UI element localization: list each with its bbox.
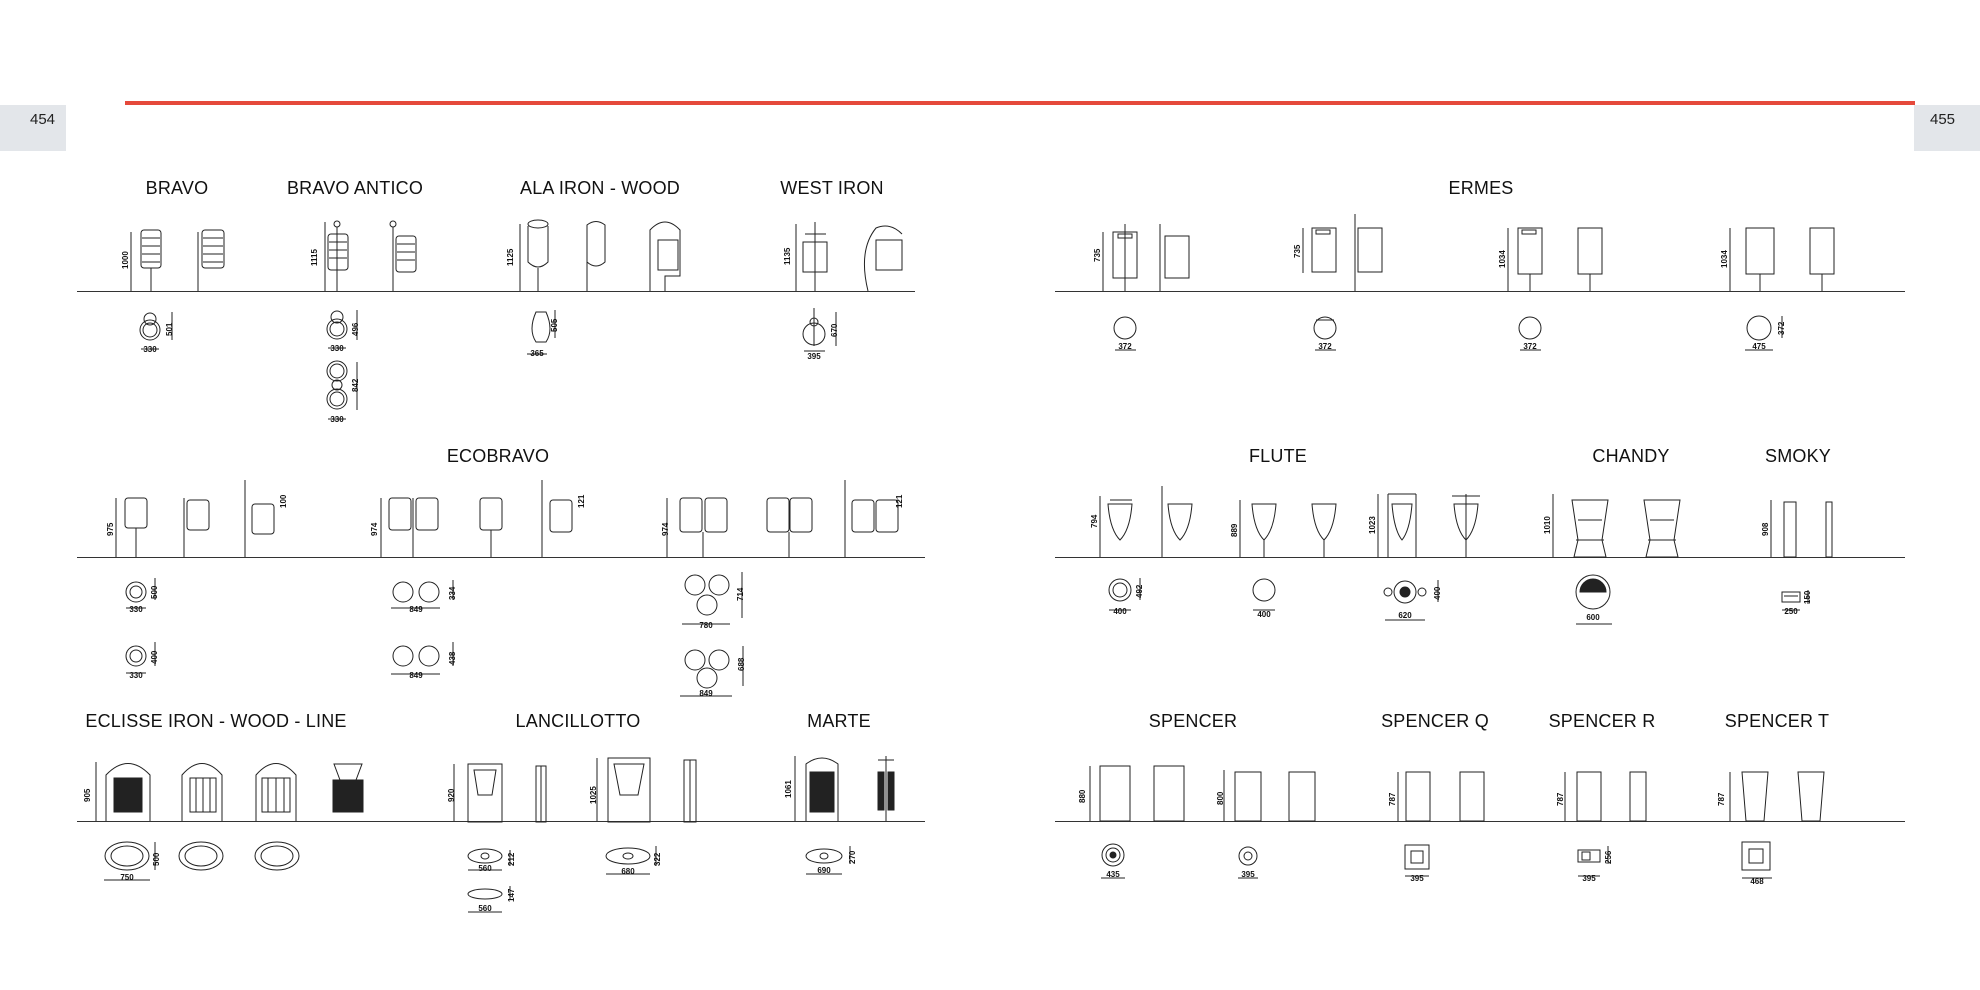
dim-label: 920 bbox=[447, 788, 456, 802]
dim-label: 492 bbox=[1135, 584, 1144, 598]
dim-label: 330 bbox=[143, 345, 157, 354]
title-spencer-q: SPENCER Q bbox=[1381, 711, 1489, 731]
dim-label: 842 bbox=[351, 378, 360, 392]
spencer-elevation bbox=[1090, 766, 1315, 878]
page-number-left: 454 bbox=[30, 111, 56, 128]
dim-label: 270 bbox=[848, 850, 857, 864]
title-lancillotto: LANCILLOTTO bbox=[515, 711, 641, 731]
dim-label: 560 bbox=[478, 864, 492, 873]
dim-label: 500 bbox=[150, 585, 159, 599]
dim-label: 395 bbox=[1410, 874, 1424, 883]
dim-label: 735 bbox=[1093, 248, 1102, 262]
title-spencer: SPENCER bbox=[1148, 711, 1238, 731]
title-flute: FLUTE bbox=[1248, 446, 1308, 466]
dim-label: 330 bbox=[129, 671, 143, 680]
spencer-t-elevation bbox=[1730, 772, 1824, 878]
title-chandy: CHANDY bbox=[1592, 446, 1670, 466]
dim-label: 334 bbox=[448, 586, 457, 600]
dim-label: 505 bbox=[550, 318, 559, 332]
dim-label: 372 bbox=[1777, 321, 1786, 335]
dim-label: 438 bbox=[448, 651, 457, 665]
page-number-right: 455 bbox=[1930, 111, 1956, 128]
dim-label: 475 bbox=[1752, 342, 1766, 351]
dim-label: 365 bbox=[530, 349, 544, 358]
title-bravo-antico: BRAVO ANTICO bbox=[286, 178, 424, 198]
dim-label: 400 bbox=[1113, 607, 1127, 616]
title-marte: MARTE bbox=[807, 711, 871, 731]
dim-label: 395 bbox=[807, 352, 821, 361]
chandy-elevation bbox=[1553, 494, 1680, 624]
eclisse-elevation bbox=[96, 762, 363, 880]
ecobravo-elevation bbox=[116, 480, 898, 696]
dim-label: 1025 bbox=[589, 786, 598, 804]
dim-label: 150 bbox=[1803, 590, 1812, 604]
dim-label: 974 bbox=[661, 522, 670, 536]
dim-label: 905 bbox=[83, 788, 92, 802]
dim-label: 620 bbox=[1398, 611, 1412, 620]
dim-label: 670 bbox=[830, 323, 839, 337]
dim-label: 787 bbox=[1717, 792, 1726, 806]
dim-label: 1061 bbox=[784, 780, 793, 798]
dim-label: 256 bbox=[1604, 850, 1613, 864]
ala-iron-wood-elevation bbox=[520, 220, 680, 354]
dim-label: 121 bbox=[895, 494, 904, 508]
dim-label: 496 bbox=[351, 322, 360, 336]
dim-label: 690 bbox=[817, 866, 831, 875]
dim-label: 372 bbox=[1118, 342, 1132, 351]
dim-label: 400 bbox=[150, 650, 159, 664]
flute-elevation bbox=[1100, 486, 1480, 620]
dim-label: 330 bbox=[330, 415, 344, 424]
dim-label: 680 bbox=[621, 867, 635, 876]
dim-label: 1125 bbox=[506, 248, 515, 266]
title-ecobravo: ECOBRAVO bbox=[446, 446, 550, 466]
dim-label: 735 bbox=[1293, 244, 1302, 258]
dim-label: 787 bbox=[1388, 792, 1397, 806]
dim-label: 1034 bbox=[1498, 250, 1507, 268]
dim-label: 500 bbox=[152, 852, 161, 866]
dim-label: 147 bbox=[507, 888, 516, 902]
dim-label: 849 bbox=[409, 605, 423, 614]
dim-label: 1115 bbox=[310, 249, 319, 266]
title-ermes: ERMES bbox=[1448, 178, 1514, 198]
dim-label: 1000 bbox=[121, 251, 130, 269]
title-spencer-r: SPENCER R bbox=[1548, 711, 1656, 731]
dim-label: 794 bbox=[1090, 514, 1099, 528]
title-west-iron: WEST IRON bbox=[780, 178, 884, 198]
dim-label: 1023 bbox=[1368, 516, 1377, 534]
dim-label: 250 bbox=[1784, 607, 1798, 616]
dim-label: 600 bbox=[1586, 613, 1600, 622]
dim-label: 435 bbox=[1106, 870, 1120, 879]
bravo-antico-elevation bbox=[325, 221, 416, 419]
dim-label: 330 bbox=[330, 344, 344, 353]
dim-label: 372 bbox=[1523, 342, 1537, 351]
dim-label: 395 bbox=[1582, 874, 1596, 883]
dim-label: 501 bbox=[165, 322, 174, 336]
title-eclisse: ECLISSE IRON - WOOD - LINE bbox=[85, 711, 347, 731]
dim-label: 880 bbox=[1078, 789, 1087, 803]
title-spencer-t: SPENCER T bbox=[1724, 711, 1830, 731]
dim-label: 1034 bbox=[1720, 250, 1729, 268]
dim-label: 322 bbox=[653, 852, 662, 866]
dim-label: 714 bbox=[736, 587, 745, 601]
dim-label: 780 bbox=[699, 621, 713, 630]
dim-label: 1010 bbox=[1543, 516, 1552, 534]
dim-label: 1135 bbox=[783, 247, 792, 265]
dim-label: 395 bbox=[1241, 870, 1255, 879]
dim-label: 688 bbox=[737, 657, 746, 671]
dim-label: 889 bbox=[1230, 523, 1239, 537]
dim-label: 400 bbox=[1257, 610, 1271, 619]
dim-label: 560 bbox=[478, 904, 492, 913]
dim-label: 787 bbox=[1556, 792, 1565, 806]
dim-label: 800 bbox=[1216, 791, 1225, 805]
dim-label: 908 bbox=[1761, 522, 1770, 536]
lancillotto-elevation bbox=[454, 758, 696, 912]
dim-label: 468 bbox=[1750, 877, 1764, 886]
bravo-elevation bbox=[131, 230, 224, 349]
title-bravo: BRAVO bbox=[145, 178, 209, 198]
dim-label: 330 bbox=[129, 605, 143, 614]
ermes-elevation bbox=[1103, 214, 1834, 350]
dim-label: 400 bbox=[1433, 586, 1442, 600]
title-smoky: SMOKY bbox=[1764, 446, 1832, 466]
dim-label: 100 bbox=[279, 494, 288, 508]
dim-label: 849 bbox=[699, 689, 713, 698]
title-ala-iron-wood: ALA IRON - WOOD bbox=[519, 178, 681, 198]
dim-label: 212 bbox=[507, 852, 516, 866]
marte-elevation bbox=[795, 756, 894, 874]
dim-label: 975 bbox=[106, 522, 115, 536]
dim-label: 974 bbox=[370, 522, 379, 536]
dim-label: 372 bbox=[1318, 342, 1332, 351]
west-iron-elevation bbox=[796, 222, 902, 351]
smoky-elevation bbox=[1771, 500, 1832, 610]
spencer-q-elevation bbox=[1398, 772, 1484, 876]
dim-label: 750 bbox=[120, 873, 134, 882]
dim-label: 849 bbox=[409, 671, 423, 680]
dim-label: 121 bbox=[577, 494, 586, 508]
